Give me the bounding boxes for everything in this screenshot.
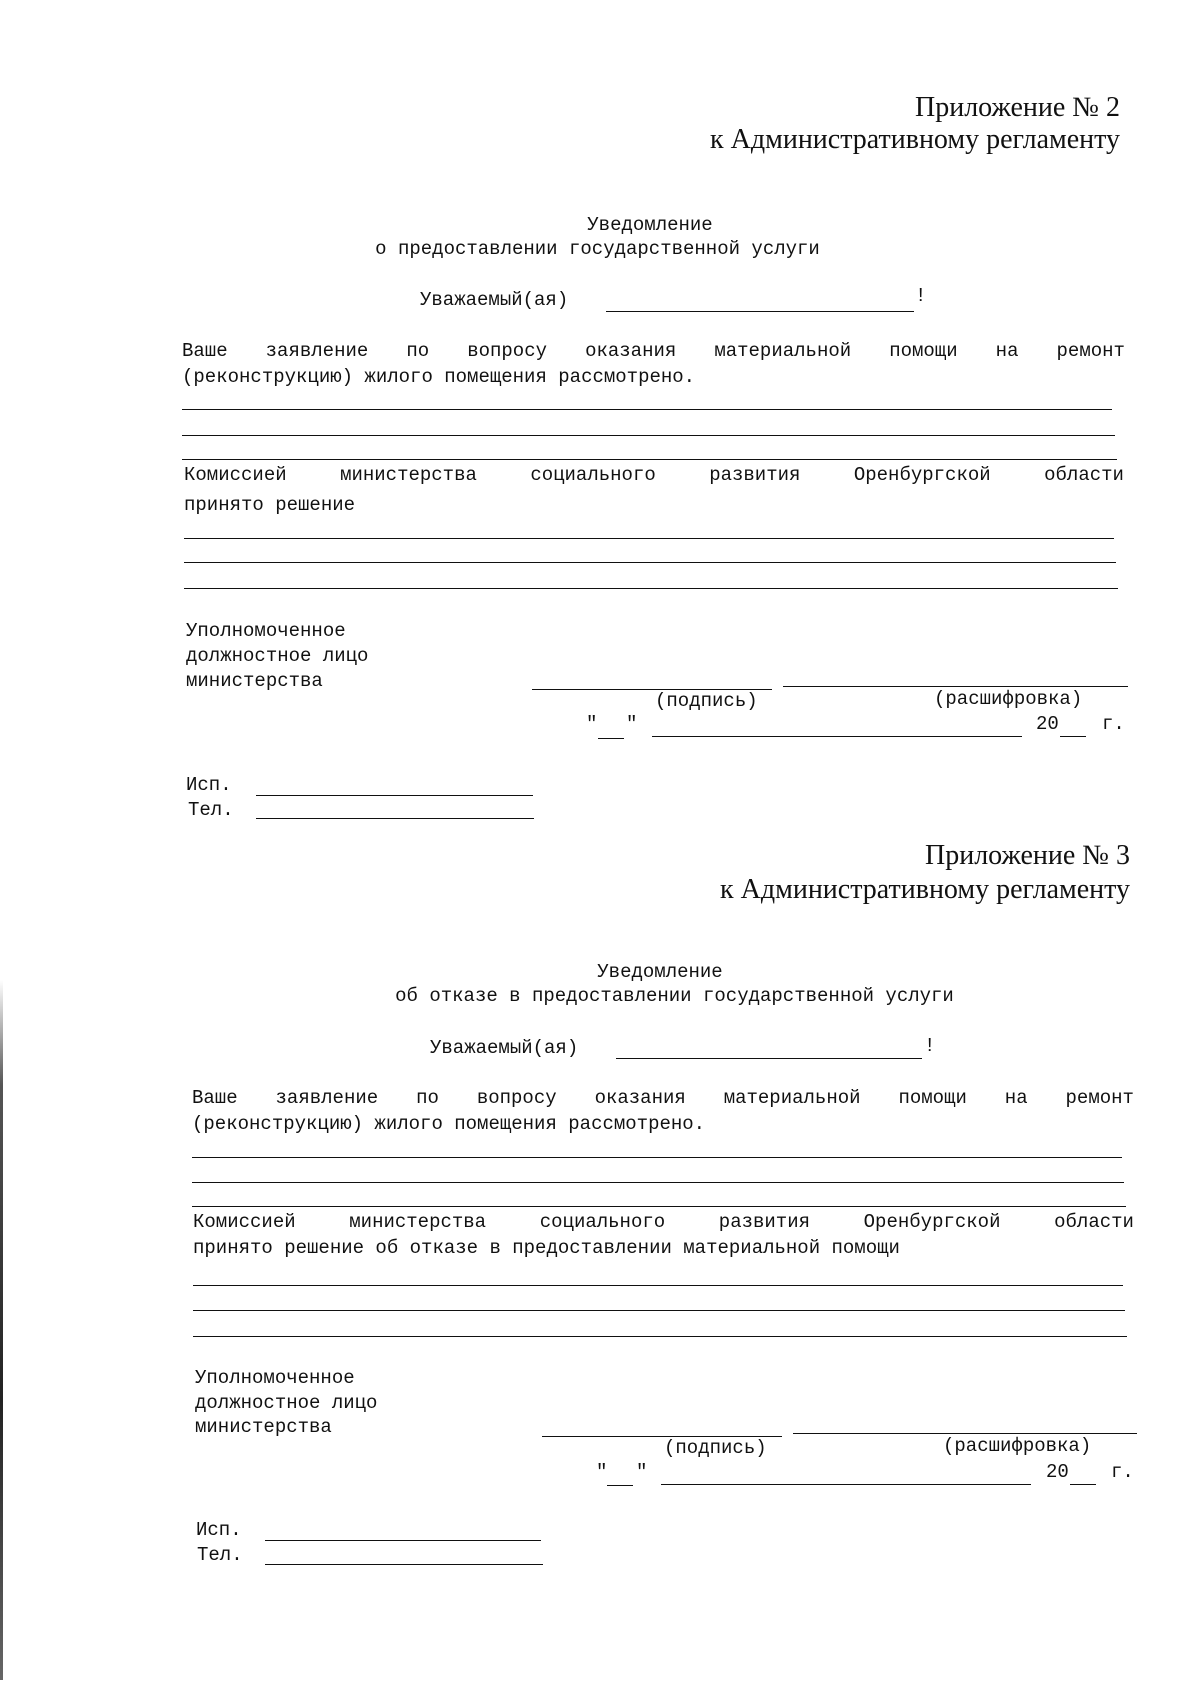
phone-3-line[interactable] [265, 1564, 543, 1565]
decoding-2-line[interactable] [783, 686, 1128, 687]
date-2-month-line[interactable] [652, 736, 1022, 737]
word: помощи [889, 340, 958, 362]
word: вопросу [467, 340, 548, 362]
word: ремонт [1056, 340, 1125, 362]
word: Комиссией [193, 1211, 296, 1233]
fill-line[interactable] [184, 562, 1116, 563]
word: Ваше [192, 1087, 238, 1109]
paragraph-2-line-1 [182, 340, 1125, 362]
word: на [1004, 1087, 1028, 1109]
phone-2-line[interactable] [256, 818, 534, 819]
paragraph-3-line-2: (реконструкцию) жилого помещения рассмотрено. [192, 1113, 706, 1135]
date-3-quote-open: " [596, 1461, 608, 1483]
executor-2-label: Исп. [186, 774, 232, 796]
appendix-2-title: Приложение № 2 [915, 92, 1120, 123]
addressee-3-line[interactable] [616, 1058, 922, 1059]
word: заявление [265, 340, 369, 362]
official-3-line-2: должностное лицо [195, 1392, 378, 1414]
greeting-3-exclaim: ! [924, 1035, 936, 1057]
word: ремонт [1065, 1087, 1134, 1109]
word: развития [718, 1211, 811, 1233]
phone-2-label: Тел. [188, 799, 234, 821]
official-3-line-1: Уполномоченное [195, 1367, 355, 1389]
word: области [1044, 464, 1124, 486]
word: министерства [349, 1211, 487, 1233]
date-3-day-line[interactable] [607, 1485, 633, 1486]
word: развития [709, 464, 801, 486]
decision-2-line-2: принято решение [184, 494, 356, 516]
executor-2-line[interactable] [256, 795, 533, 796]
word: социального [530, 464, 656, 486]
decision-2-line-1 [184, 464, 1124, 486]
date-2-day-line[interactable] [598, 738, 624, 739]
addressee-2-line[interactable] [606, 311, 914, 312]
notice-2-title: Уведомление [587, 214, 713, 236]
word: заявление [275, 1087, 379, 1109]
word: по [406, 340, 430, 362]
date-3-suffix: г. [1111, 1461, 1134, 1483]
official-2-line-1: Уполномоченное [186, 620, 346, 642]
date-3-month-line[interactable] [661, 1484, 1031, 1485]
fill-line[interactable] [193, 1336, 1127, 1337]
date-3-quote-close: " [636, 1461, 648, 1483]
official-2-line-3: министерства [186, 670, 323, 692]
signature-3-label: (подпись) [664, 1437, 767, 1459]
greeting-2-label: Уважаемый(ая) [420, 289, 569, 311]
appendix-2-subtitle: к Административному регламенту [710, 124, 1120, 155]
notice-3-title: Уведомление [597, 961, 723, 983]
word: оказания [594, 1087, 686, 1109]
date-2-year-line[interactable] [1060, 736, 1086, 737]
fill-line[interactable] [182, 409, 1112, 410]
paragraph-2-line-2: (реконструкцию) жилого помещения рассмотрено. [182, 366, 696, 388]
decoding-3-label: (расшифровка) [943, 1435, 1092, 1457]
fill-line[interactable] [192, 1182, 1124, 1183]
word: помощи [898, 1087, 967, 1109]
decision-3-line-1 [193, 1211, 1134, 1233]
word: области [1054, 1211, 1134, 1233]
date-3-year: 20 [1046, 1461, 1069, 1483]
signature-2-label: (подпись) [655, 690, 758, 712]
greeting-2-exclaim: ! [915, 285, 927, 307]
official-2-line-2: должностное лицо [186, 645, 369, 667]
official-3-line-3: министерства [195, 1416, 332, 1438]
greeting-3-label: Уважаемый(ая) [430, 1037, 579, 1059]
word: вопросу [476, 1087, 557, 1109]
fill-line[interactable] [192, 1206, 1126, 1207]
fill-line[interactable] [182, 459, 1117, 460]
executor-3-line[interactable] [265, 1540, 541, 1541]
word: министерства [340, 464, 477, 486]
fill-line[interactable] [193, 1285, 1123, 1286]
appendix-3-subtitle: к Административному регламенту [720, 874, 1130, 905]
executor-3-label: Исп. [196, 1519, 242, 1541]
date-2-quote-close: " [626, 713, 638, 735]
word: Оренбургской [863, 1211, 1001, 1233]
word: оказания [585, 340, 677, 362]
fill-line[interactable] [193, 1310, 1125, 1311]
word: материальной [723, 1087, 861, 1109]
decoding-3-line[interactable] [793, 1433, 1137, 1434]
fill-line[interactable] [182, 435, 1115, 436]
word: материальной [714, 340, 852, 362]
notice-3-subtitle: об отказе в предоставлении государственной услуги [395, 985, 954, 1007]
appendix-3-title: Приложение № 3 [925, 840, 1130, 871]
date-2-suffix: г. [1102, 713, 1125, 735]
date-3-year-line[interactable] [1070, 1484, 1096, 1485]
fill-line[interactable] [184, 538, 1114, 539]
fill-line[interactable] [192, 1157, 1122, 1158]
scan-edge-shadow [0, 980, 3, 1680]
date-2-year: 20 [1036, 713, 1059, 735]
phone-3-label: Тел. [197, 1544, 243, 1566]
notice-2-subtitle: о предоставлении государственной услуги [375, 238, 820, 260]
decision-3-line-2: принято решение об отказе в предоставлении материальной помощи [193, 1237, 900, 1259]
word: на [995, 340, 1019, 362]
date-2-quote-open: " [586, 713, 598, 735]
fill-line[interactable] [184, 588, 1118, 589]
word: Ваше [182, 340, 228, 362]
decoding-2-label: (расшифровка) [934, 688, 1083, 710]
word: Комиссией [184, 464, 287, 486]
paragraph-3-line-1 [192, 1087, 1134, 1109]
word: Оренбургской [853, 464, 991, 486]
word: по [416, 1087, 439, 1109]
word: социального [539, 1211, 666, 1233]
